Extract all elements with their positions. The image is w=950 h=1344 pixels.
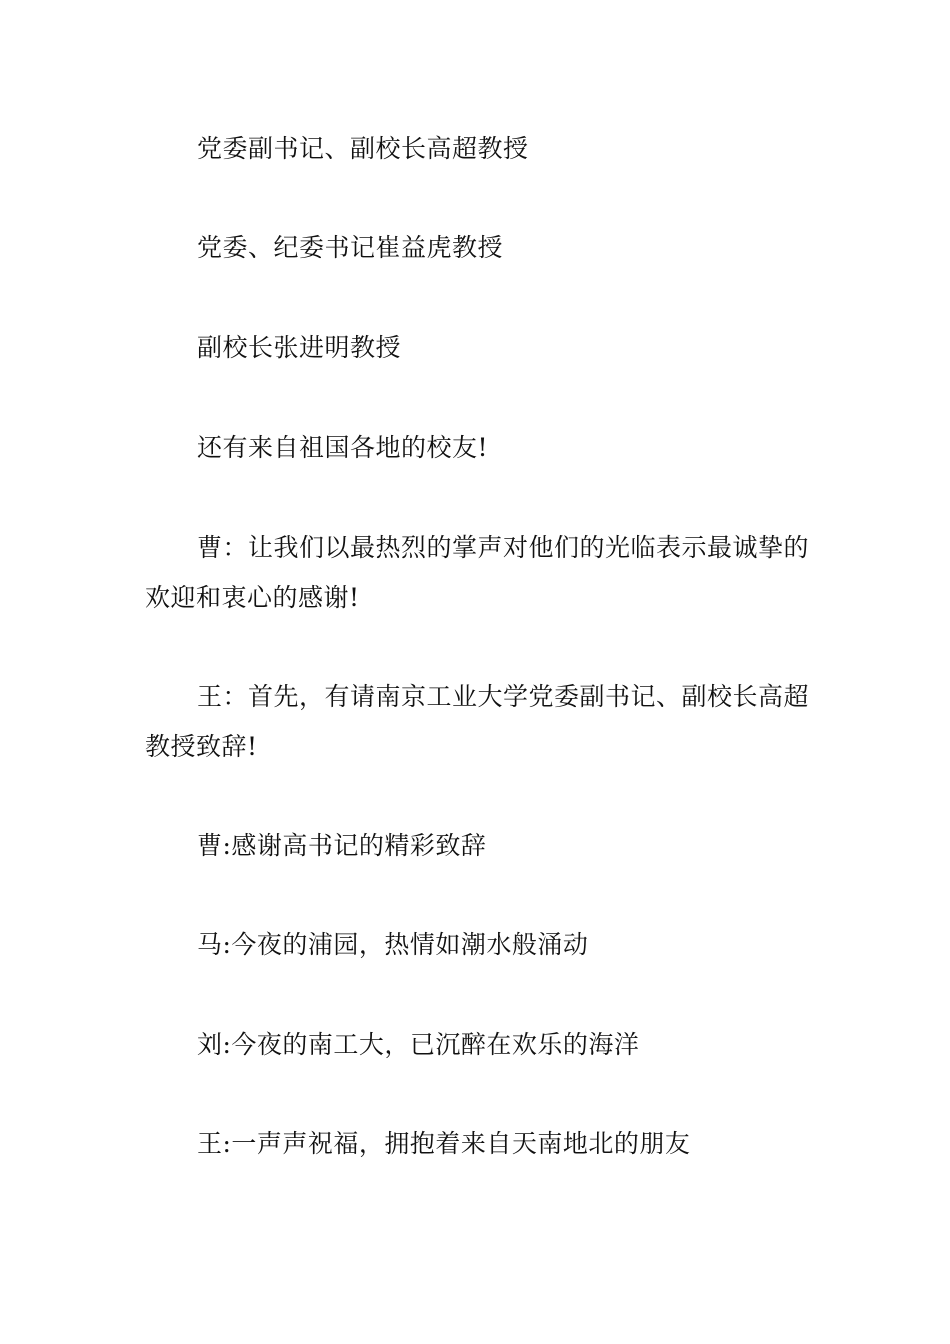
paragraph-cao-welcome: 曹：让我们以最热烈的掌声对他们的光临表示最诚挚的欢迎和衷心的感谢! [145,533,810,612]
paragraph-cui-yihu: 党委、纪委书记崔益虎教授 [197,233,504,262]
paragraph-gao-chao: 党委副书记、副校长高超教授 [197,134,529,163]
paragraph-cao-thanks: 曹:感谢高书记的精彩致辞 [197,831,487,860]
paragraph-zhang-jinming: 副校长张进明教授 [197,333,402,362]
paragraph-ma-puyuan: 马:今夜的浦园，热情如潮水般涌动 [197,930,589,959]
paragraph-liu-nangongda: 刘:今夜的南工大，已沉醉在欢乐的海洋 [197,1030,640,1059]
paragraph-alumni: 还有来自祖国各地的校友! [197,433,489,462]
paragraph-wang-invite: 王：首先，有请南京工业大学党委副书记、副校长高超教授致辞! [145,682,810,761]
paragraph-wang-blessing: 王:一声声祝福，拥抱着来自天南地北的朋友 [197,1129,691,1158]
